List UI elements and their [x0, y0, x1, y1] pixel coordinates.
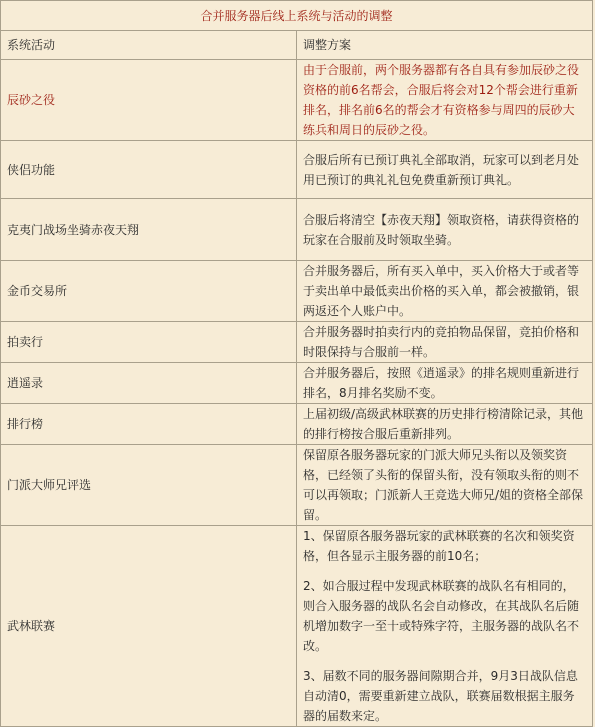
row-plan — [297, 526, 593, 727]
table-row — [1, 199, 593, 261]
header-system: 系统活动 — [1, 31, 297, 60]
plan-paragraph: 3、届数不同的服务器间隙期合并，9月3日战队信息自动清0，需要重新建立战队，联赛届数根据主服务器的届数来定。 — [303, 669, 578, 723]
row-plan: 合并服务器时拍卖行内的竞拍物品保留，竞拍价格和时限保持与合服前一样。 — [297, 322, 593, 363]
table-row — [1, 60, 593, 141]
row-plan: 保留原各服务器玩家的门派大师兄头衔以及领奖资格，已经领了头衔的保留头衔，没有领取头衔的则不可以再领取；门派新人王竞选大师兄/姐的资格全部保留。 — [297, 445, 593, 526]
table-row — [1, 445, 593, 526]
plan-paragraph: 2、如合服过程中发现武林联赛的战队名有相同的，则合入服务器的战队名会自动修改，在其战队名后随机增加数字一至十或特殊字符，主服务器的战队名不改。 — [303, 579, 580, 653]
header-row — [1, 31, 593, 60]
row-name: 排行榜 — [1, 404, 297, 445]
row-name: 武林联赛 — [1, 526, 297, 727]
row-name: 拍卖行 — [1, 322, 297, 363]
row-name: 门派大师兄评选 — [1, 445, 297, 526]
row-name: 辰砂之役 — [1, 60, 297, 141]
row-plan: 合服后将清空【赤夜天翔】领取资格，请获得资格的玩家在合服前及时领取坐骑。 — [297, 199, 593, 261]
table-row — [1, 261, 593, 322]
row-plan: 由于合服前，两个服务器都有各自具有参加辰砂之役资格的前6名帮会，合服后将会对12个帮会进行重新排名，排名前6名的帮会才有资格参与周四的辰砂大练兵和周日的辰砂之役。 — [297, 60, 593, 141]
row-name: 金币交易所 — [1, 261, 297, 322]
row-plan: 合并服务器后，所有买入单中，买入价格大于或者等于卖出单中最低卖出价格的买入单，都会被撤销，银两返还个人账户中。 — [297, 261, 593, 322]
row-plan: 合并服务器后，按照《逍遥录》的排名规则重新进行排名，8月排名奖励不变。 — [297, 363, 593, 404]
header-plan: 调整方案 — [297, 31, 593, 60]
table-title: 合并服务器后线上系统与活动的调整 — [1, 1, 593, 31]
table-row — [1, 363, 593, 404]
row-name: 克夷门战场坐骑赤夜天翔 — [1, 199, 297, 261]
row-plan: 上届初级/高级武林联赛的历史排行榜清除记录，其他的排行榜按合服后重新排列。 — [297, 404, 593, 445]
row-name: 逍遥录 — [1, 363, 297, 404]
plan-paragraph: 1、保留原各服务器玩家的武林联赛的名次和领奖资格，但各显示主服务器的前10名； — [303, 529, 575, 563]
table-row — [1, 404, 593, 445]
table-row — [1, 526, 593, 727]
row-plan: 合服后所有已预订典礼全部取消，玩家可以到老月处用已预订的典礼礼包免费重新预订典礼。 — [297, 141, 593, 199]
row-name: 侠侣功能 — [1, 141, 297, 199]
table-row — [1, 322, 593, 363]
title-row — [1, 1, 593, 31]
table-row — [1, 141, 593, 199]
